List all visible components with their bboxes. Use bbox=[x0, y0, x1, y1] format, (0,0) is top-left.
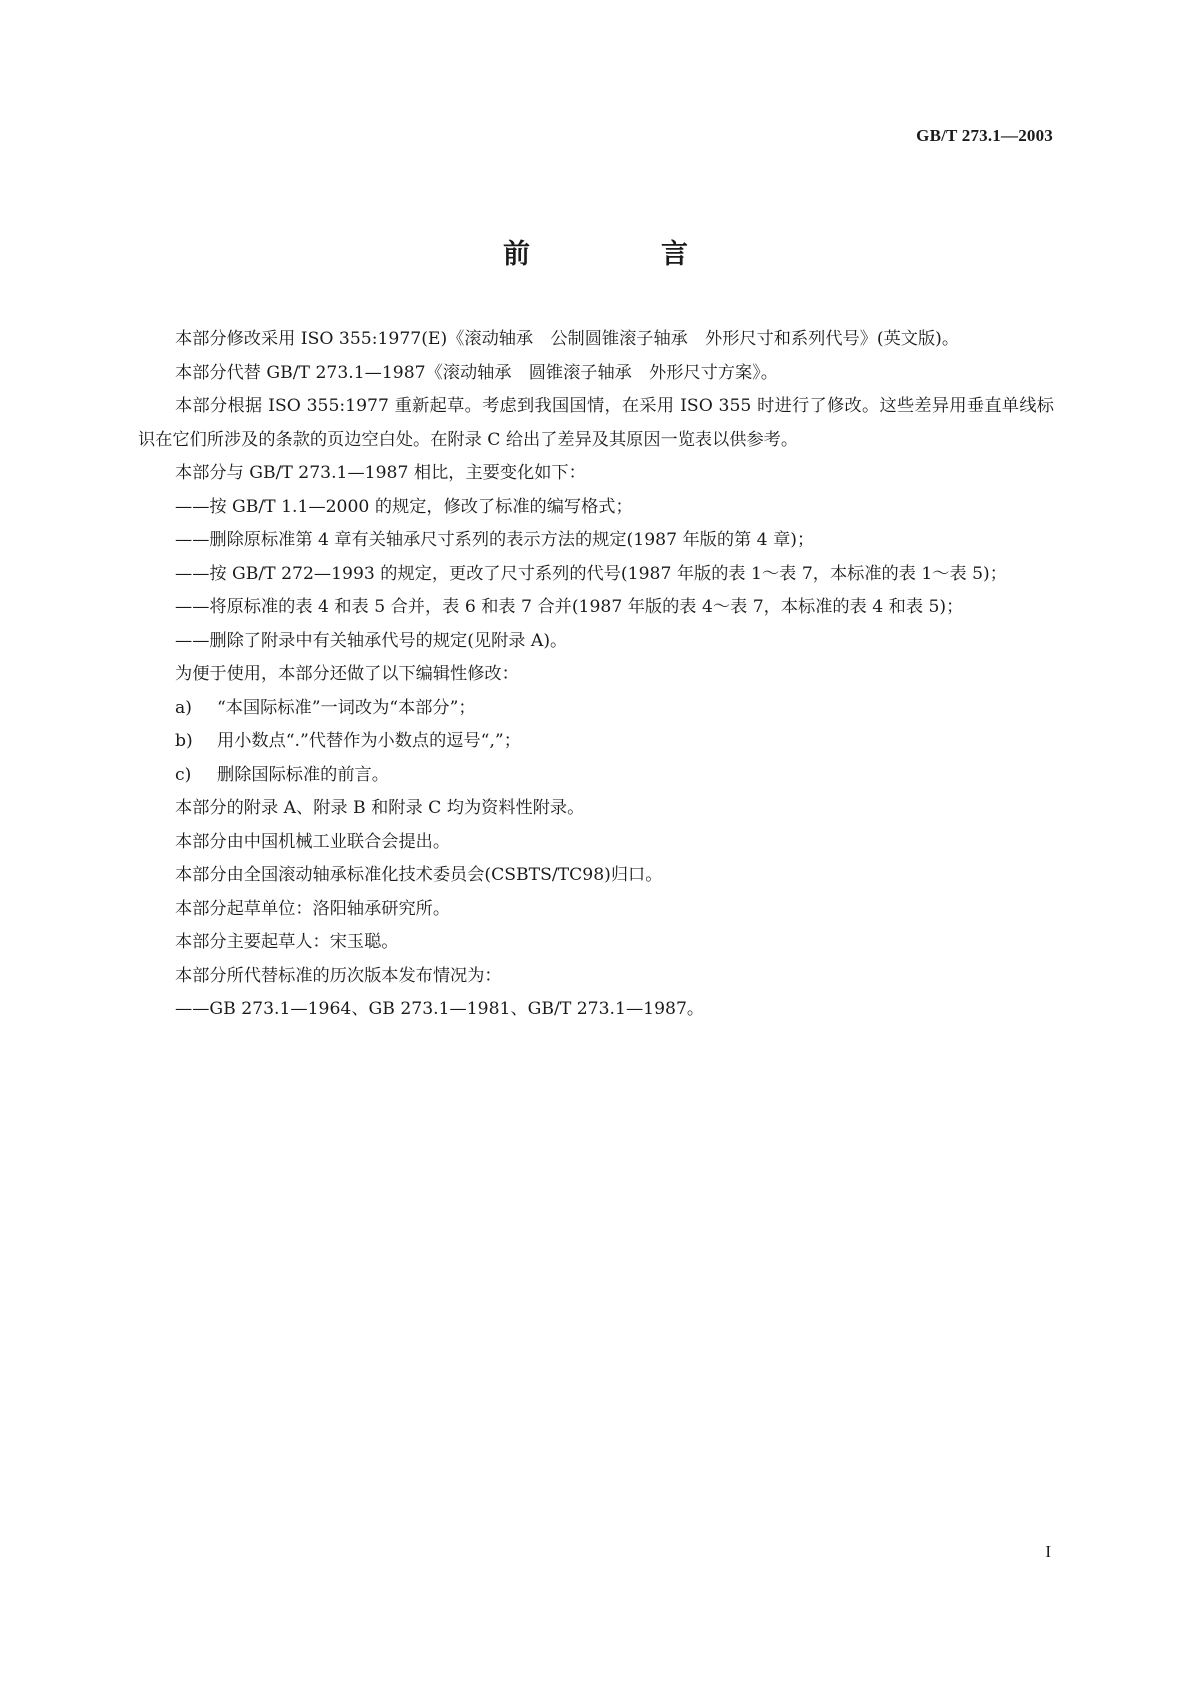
page-title: 前 言 bbox=[503, 239, 740, 270]
paragraph-redrafted: 本部分根据 ISO 355:1977 重新起草。考虑到我国国情，在采用 ISO 355 时进行了修改。这些差异用垂直单线标识在它们所涉及的条款的页边空白处。在附录 C 给出了差异及其原因一览表以供参考。 bbox=[138, 396, 1054, 450]
change-item: ——删除原标准第 4 章有关轴承尺寸系列的表示方法的规定(1987 年版的第 4 章)； bbox=[175, 530, 815, 550]
change-item: ——将原标准的表 4 和表 5 合并，表 6 和表 7 合并(1987 年版的表 4～表 7，本标准的表 4 和表 5)； bbox=[175, 597, 964, 617]
editorial-item-text: 删除国际标准的前言。 bbox=[217, 764, 389, 785]
editorial-item bbox=[138, 759, 1054, 793]
paragraph-drafting-unit: 本部分起草单位：洛阳轴承研究所。 bbox=[175, 898, 451, 919]
paragraph-annexes: 本部分的附录 A、附录 B 和附录 C 均为资料性附录。 bbox=[175, 798, 585, 818]
paragraph-editorial-intro: 为便于使用，本部分还做了以下编辑性修改： bbox=[175, 664, 519, 684]
list-marker: c) bbox=[175, 764, 192, 785]
paragraph-drafters: 本部分主要起草人：宋玉聪。 bbox=[175, 932, 399, 952]
paragraph-replaces: 本部分代替 GB/T 273.1—1987《滚动轴承 圆锥滚子轴承 外形尺寸方案》。 bbox=[175, 362, 778, 383]
paragraph-adoption: 本部分修改采用 ISO 355:1977(E)《滚动轴承 公制圆锥滚子轴承 外形尺寸和系列代号》(英文版)。 bbox=[175, 329, 960, 349]
paragraph-changes-intro: 本部分与 GB/T 273.1—1987 相比，主要变化如下： bbox=[175, 463, 586, 483]
change-item: ——按 GB/T 1.1—2000 的规定，修改了标准的编写格式； bbox=[175, 496, 633, 517]
editorial-item-text: “本国际标准”一词改为“本部分”； bbox=[217, 697, 476, 718]
foreword-body bbox=[138, 323, 1054, 1027]
change-item: ——删除了附录中有关轴承代号的规定(见附录 A)。 bbox=[175, 630, 568, 651]
editorial-item bbox=[138, 692, 1054, 726]
page-number: I bbox=[1045, 1542, 1051, 1561]
editorial-item bbox=[138, 725, 1054, 759]
editorial-item-text: 用小数点“.”代替作为小数点的逗号“,”； bbox=[217, 731, 521, 751]
paragraph-proposer: 本部分由中国机械工业联合会提出。 bbox=[175, 831, 451, 852]
paragraph-history-intro: 本部分所代替标准的历次版本发布情况为： bbox=[175, 965, 502, 986]
list-marker: b) bbox=[175, 731, 193, 751]
standard-number: GB/T 273.1—2003 bbox=[916, 126, 1053, 145]
history-item: ——GB 273.1—1964、GB 273.1—1981、GB/T 273.1—1987。 bbox=[175, 999, 705, 1019]
list-marker: a) bbox=[175, 697, 192, 718]
change-item: ——按 GB/T 272—1993 的规定，更改了尺寸系列的代号(1987 年版的表 1～表 7，本标准的表 1～表 5)； bbox=[175, 563, 1007, 584]
paragraph-committee: 本部分由全国滚动轴承标准化技术委员会(CSBTS/TC98)归口。 bbox=[175, 865, 663, 885]
